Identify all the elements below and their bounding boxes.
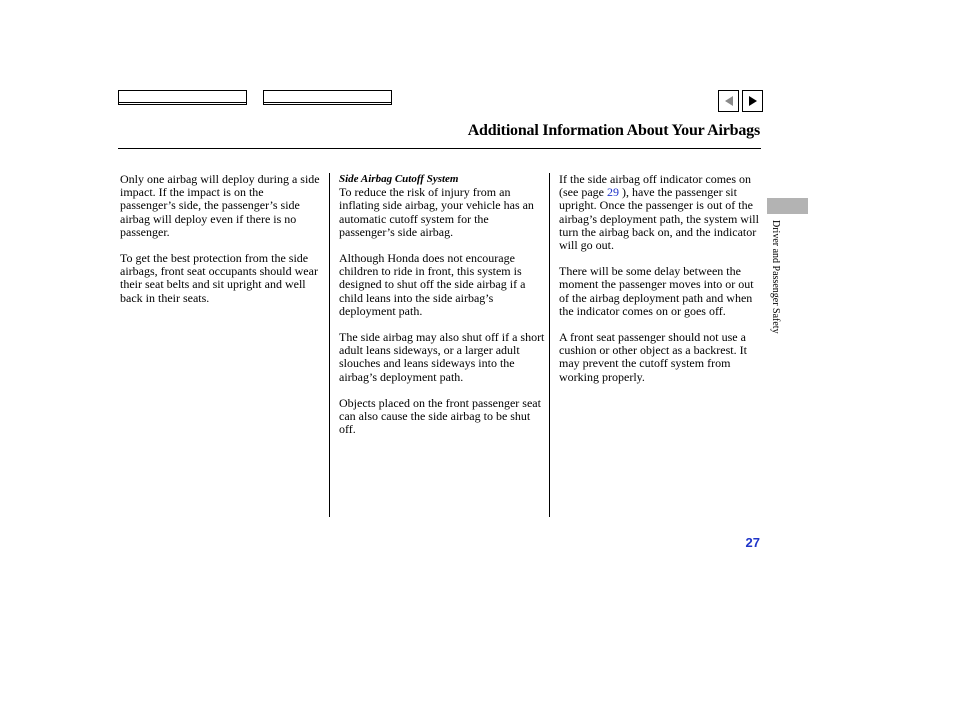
column-1 — [120, 173, 320, 318]
paragraph: Although Honda does not encourage children to ride in front, this system is designed to shut off the side airbag if a child leans into the side airbag’s deployment path. — [339, 251, 526, 318]
paragraph: Only one airbag will deploy during a side impact. If the impact is on the passenger’s side, the passenger’s side airbag will deploy even if there is no passenger. — [120, 172, 320, 239]
section-label: Driver and Passenger Safety — [770, 220, 781, 334]
prev-page-button[interactable] — [718, 90, 739, 112]
text-run: If the side airbag off indicator comes on (see page — [559, 172, 752, 200]
arrow-left-icon — [725, 96, 733, 106]
page-title: Additional Information About Your Airbags — [467, 122, 760, 139]
page-link[interactable]: 29 — [606, 185, 619, 200]
title-rule — [118, 148, 761, 149]
paragraph: There will be some delay between the moment the passenger moves into or out of the airbag deployment path and when the indicator comes on or goes off. — [559, 264, 754, 318]
paragraph: Objects placed on the front passenger seat can also cause the side airbag to be shut off. — [339, 395, 541, 437]
text-run: ), have the passenger sit upright. Once the passenger is out of the airbag’s deployment path, the system will turn the airbag back on, and the indicator will go out. — [559, 185, 759, 253]
arrow-right-icon — [749, 96, 757, 106]
section-tab — [767, 198, 808, 214]
paragraph: To get the best protection from the side airbags, front seat occupants should wear their seat belts and sit upright and well back in their seats. — [120, 251, 318, 305]
paragraph: To reduce the risk of injury from an inflating side airbag, your vehicle has an automatic cutoff system for the passenger’s side airbag. — [339, 185, 534, 239]
paragraph: A front seat passenger should not use a cushion or other object as a backrest. It may prevent the cutoff system from working properly. — [559, 330, 747, 384]
paragraph — [559, 173, 761, 252]
column-divider — [329, 173, 330, 517]
column-divider — [549, 173, 550, 517]
sub-heading: Side Airbag Cutoff System — [339, 173, 459, 185]
column-3 — [559, 173, 761, 397]
nav-button-index[interactable] — [263, 90, 392, 105]
column-2 — [339, 173, 545, 449]
page-number: 27 — [745, 535, 760, 550]
paragraph: The side airbag may also shut off if a short adult leans sideways, or a larger adult slouches and leans sideways into the airbag’s deployment path. — [339, 330, 545, 384]
nav-button-contents[interactable] — [118, 90, 247, 105]
next-page-button[interactable] — [742, 90, 763, 112]
